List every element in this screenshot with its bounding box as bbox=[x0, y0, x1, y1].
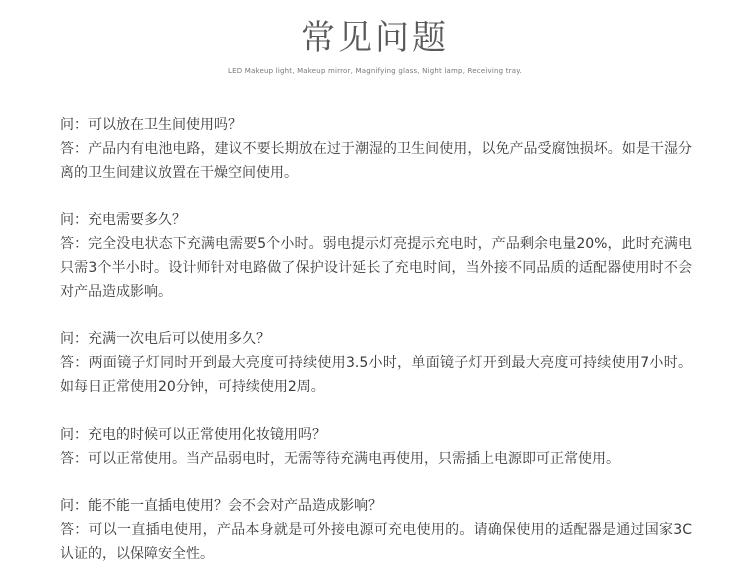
faq-item bbox=[60, 208, 692, 304]
faq-item bbox=[60, 327, 692, 399]
faq-question: 问：可以放在卫生间使用吗？ bbox=[60, 117, 242, 133]
faq-answer: 答：可以正常使用。当产品弱电时，无需等待充满电再使用，只需插上电源即可正常使用。 bbox=[60, 451, 620, 467]
faq-item bbox=[60, 113, 692, 185]
faq-answer: 答：产品内有电池电路，建议不要长期放在过于潮湿的卫生间使用，以免产品受腐蚀损坏。如是干湿分离的卫生间建议放置在干燥空间使用。 bbox=[60, 141, 692, 181]
faq-question: 问：充电的时候可以正常使用化妆镜用吗？ bbox=[60, 427, 326, 443]
faq-answer: 答：两面镜子灯同时开到最大亮度可持续使用3.5小时，单面镜子灯开到最大亮度可持续使用7小时。如每日正常使用20分钟，可持续使用2周。 bbox=[60, 355, 692, 395]
faq-question: 问：充电需要多久？ bbox=[60, 212, 186, 228]
page-title: 常见问题 bbox=[301, 18, 449, 58]
faq-item bbox=[60, 494, 692, 566]
page-subtitle: LED Makeup light, Makeup mirror, Magnifying glass, Night lamp, Receiving tray. bbox=[228, 67, 522, 75]
faq-question: 问：充满一次电后可以使用多久？ bbox=[60, 331, 270, 347]
faq-item bbox=[60, 423, 692, 471]
faq-answer: 答：完全没电状态下充满电需要5个小时。弱电提示灯亮提示充电时，产品剩余电量20%，此时充满电只需3个半小时。设计师针对电路做了保护设计延长了充电时间，当外接不同品质的适配器使用时不会对产品造成影响。 bbox=[60, 236, 692, 300]
faq-answer: 答：可以一直插电使用，产品本身就是可外接电源可充电使用的。请确保使用的适配器是通过国家3C认证的，以保障安全性。 bbox=[60, 522, 692, 562]
faq-question: 问：能不能一直插电使用？会不会对产品造成影响？ bbox=[60, 498, 382, 514]
